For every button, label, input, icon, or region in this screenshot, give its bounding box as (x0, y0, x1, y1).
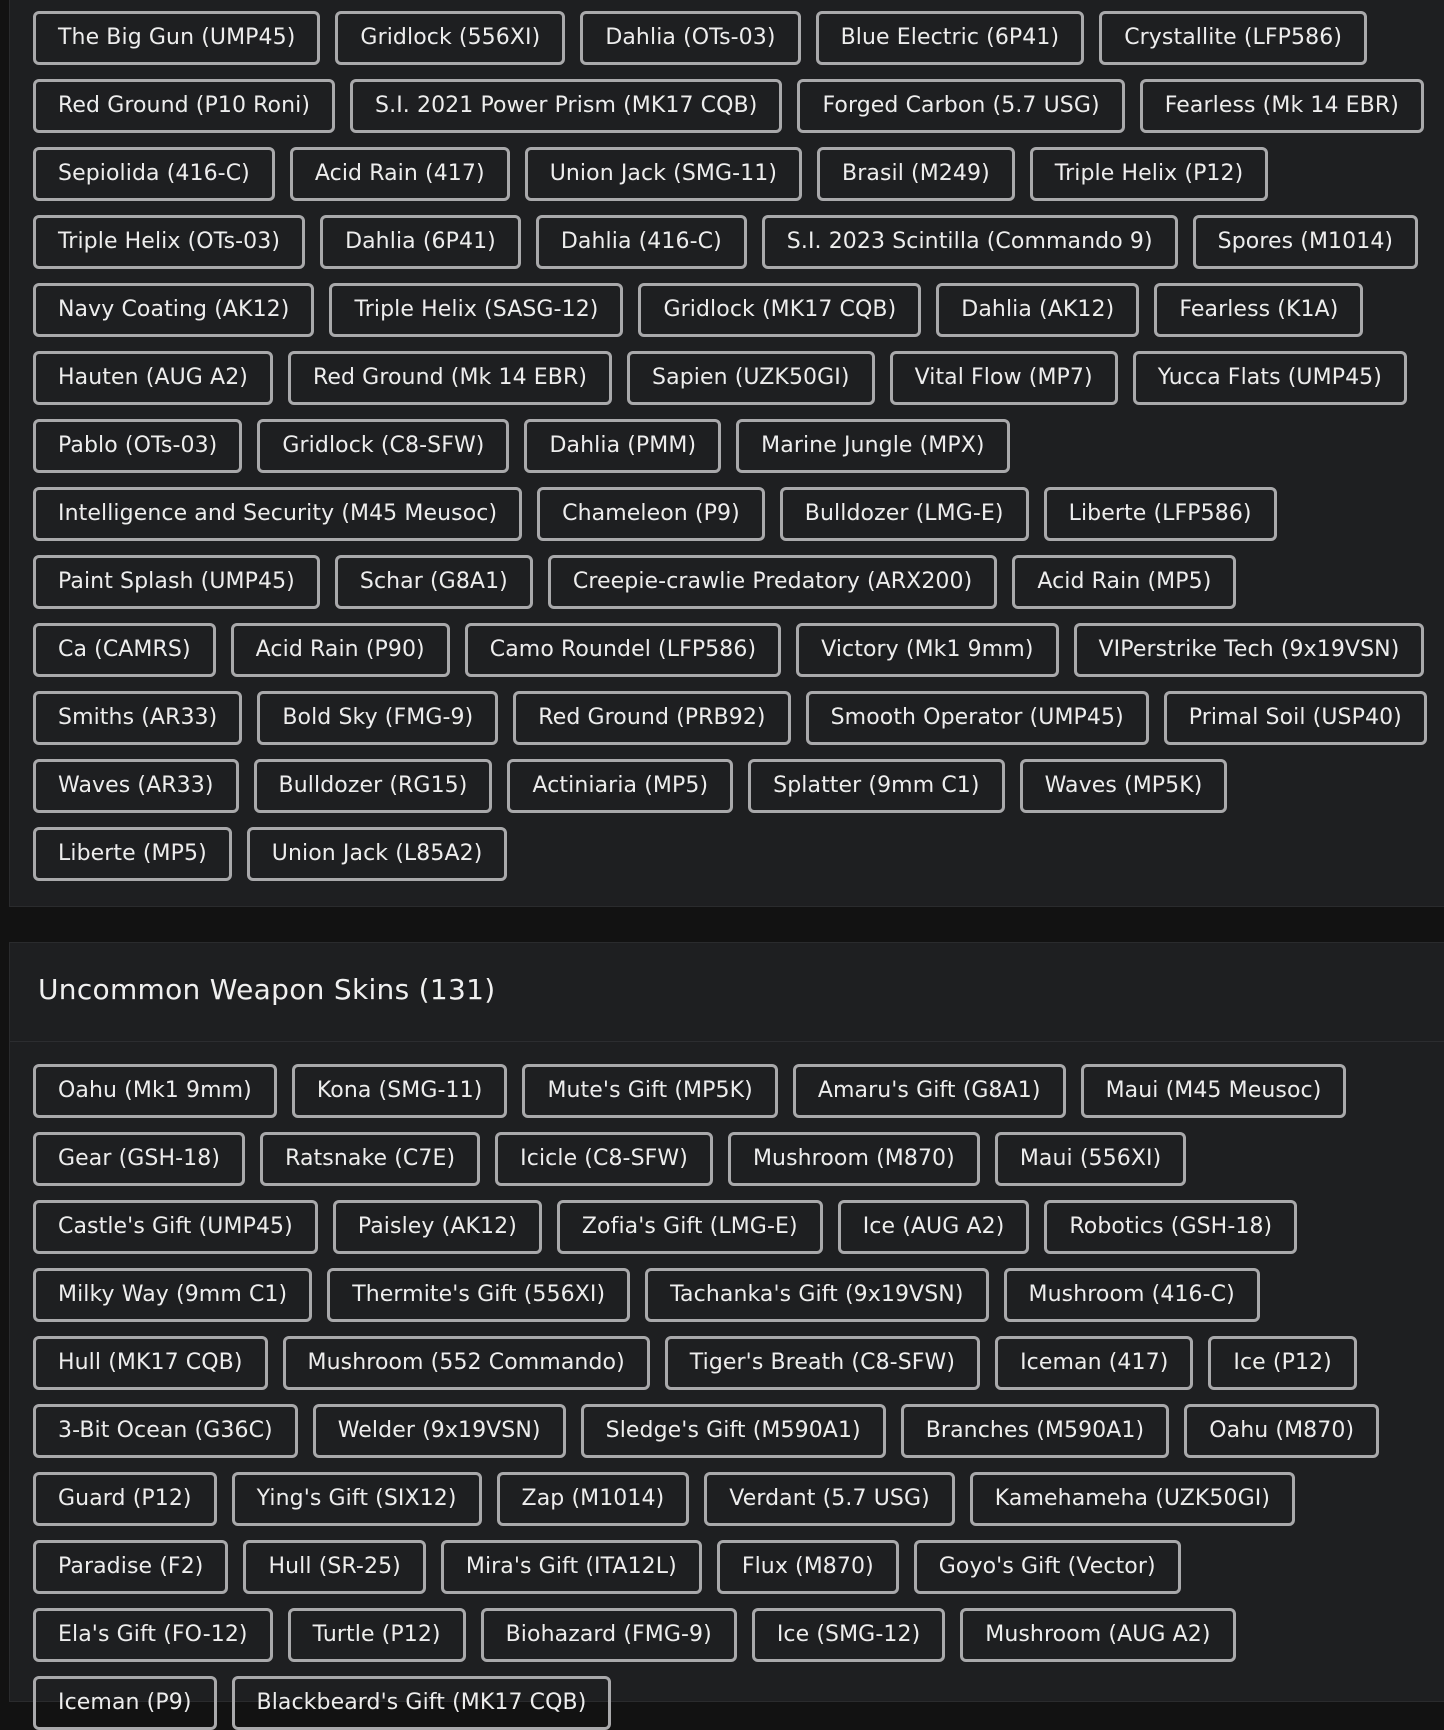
skin-chip[interactable]: Verdant (5.7 USG) (704, 1472, 955, 1526)
skin-chip[interactable]: Paint Splash (UMP45) (33, 555, 320, 609)
skin-chip[interactable]: Forged Carbon (5.7 USG) (797, 79, 1124, 133)
skin-chip[interactable]: Dahlia (416-C) (536, 215, 747, 269)
skin-chip[interactable]: Crystallite (LFP586) (1099, 11, 1367, 65)
skin-chip[interactable]: Gridlock (556XI) (335, 11, 565, 65)
skin-chip[interactable]: Goyo's Gift (Vector) (914, 1540, 1181, 1594)
skin-chip[interactable]: Marine Jungle (MPX) (736, 419, 1009, 473)
skin-chip[interactable]: Acid Rain (417) (290, 147, 510, 201)
skin-chip[interactable]: Actiniaria (MP5) (507, 759, 733, 813)
skin-chip[interactable]: Hull (SR-25) (243, 1540, 425, 1594)
section-title: Uncommon Weapon Skins (131) (38, 973, 496, 1006)
skin-chip[interactable]: Turtle (P12) (288, 1608, 466, 1662)
skin-chip[interactable]: Milky Way (9mm C1) (33, 1268, 312, 1322)
skin-chip[interactable]: Amaru's Gift (G8A1) (793, 1064, 1066, 1118)
skin-chip[interactable]: Zofia's Gift (LMG-E) (557, 1200, 823, 1254)
skin-chip[interactable]: Gridlock (MK17 CQB) (638, 283, 921, 337)
skin-chip[interactable]: Paisley (AK12) (333, 1200, 542, 1254)
skin-chip[interactable]: Spores (M1014) (1193, 215, 1418, 269)
skin-chip[interactable]: Red Ground (Mk 14 EBR) (288, 351, 612, 405)
skin-chip[interactable]: Dahlia (6P41) (320, 215, 521, 269)
skin-chip[interactable]: Bold Sky (FMG-9) (257, 691, 498, 745)
skin-chip[interactable]: S.I. 2023 Scintilla (Commando 9) (762, 215, 1178, 269)
skin-chip[interactable]: Primal Soil (USP40) (1164, 691, 1427, 745)
skin-chip[interactable]: Mushroom (M870) (728, 1132, 980, 1186)
skin-chip[interactable]: Waves (MP5K) (1020, 759, 1228, 813)
skin-chip[interactable]: Union Jack (L85A2) (247, 827, 508, 881)
skin-chip[interactable]: Mute's Gift (MP5K) (522, 1064, 777, 1118)
uncommon-weapon-skins-section (9, 942, 1444, 1715)
skin-chip[interactable]: Sapien (UZK50GI) (627, 351, 875, 405)
skin-chip[interactable]: Icicle (C8-SFW) (495, 1132, 713, 1186)
skin-chip[interactable]: Red Ground (PRB92) (513, 691, 790, 745)
skin-chip[interactable]: Fearless (K1A) (1154, 283, 1363, 337)
skin-chip[interactable]: Red Ground (P10 Roni) (33, 79, 335, 133)
skin-chip[interactable]: Intelligence and Security (M45 Meusoc) (33, 487, 522, 541)
skin-chip[interactable]: Brasil (M249) (817, 147, 1015, 201)
skin-chip[interactable]: Oahu (M870) (1184, 1404, 1379, 1458)
skin-chip[interactable]: Welder (9x19VSN) (313, 1404, 566, 1458)
skin-chip[interactable]: Ice (AUG A2) (838, 1200, 1030, 1254)
skin-chip[interactable]: Maui (M45 Meusoc) (1081, 1064, 1347, 1118)
skin-chip[interactable]: Waves (AR33) (33, 759, 239, 813)
skin-chip[interactable]: Bulldozer (LMG-E) (780, 487, 1029, 541)
skin-chip[interactable]: Fearless (Mk 14 EBR) (1140, 79, 1424, 133)
skin-chip[interactable]: Sledge's Gift (M590A1) (581, 1404, 886, 1458)
skin-chip[interactable]: Oahu (Mk1 9mm) (33, 1064, 277, 1118)
skin-chip[interactable]: Kamehameha (UZK50GI) (970, 1472, 1295, 1526)
skin-chip[interactable]: Ela's Gift (FO-12) (33, 1608, 273, 1662)
skin-chip[interactable]: S.I. 2021 Power Prism (MK17 CQB) (350, 79, 782, 133)
skin-chip[interactable]: Schar (G8A1) (335, 555, 533, 609)
skin-chip[interactable]: Tachanka's Gift (9x19VSN) (645, 1268, 988, 1322)
skin-chip[interactable]: Liberte (MP5) (33, 827, 232, 881)
skin-chip[interactable]: Gridlock (C8-SFW) (257, 419, 509, 473)
skin-chip[interactable]: Union Jack (SMG-11) (525, 147, 802, 201)
skin-chip[interactable]: Guard (P12) (33, 1472, 217, 1526)
skin-chip[interactable]: Navy Coating (AK12) (33, 283, 314, 337)
skin-chip[interactable]: Pablo (OTs-03) (33, 419, 242, 473)
skin-chip[interactable]: Smiths (AR33) (33, 691, 242, 745)
skin-chip[interactable]: Chameleon (P9) (537, 487, 765, 541)
skin-chip[interactable]: Castle's Gift (UMP45) (33, 1200, 318, 1254)
skin-chip[interactable]: Acid Rain (P90) (231, 623, 450, 677)
skin-chip[interactable]: Mushroom (416-C) (1004, 1268, 1260, 1322)
skin-chip[interactable]: Robotics (GSH-18) (1044, 1200, 1297, 1254)
skin-chip[interactable]: Iceman (417) (995, 1336, 1193, 1390)
skin-chip[interactable]: Victory (Mk1 9mm) (796, 623, 1058, 677)
skin-chip[interactable]: Liberte (LFP586) (1044, 487, 1277, 541)
skin-chip[interactable]: Gear (GSH-18) (33, 1132, 245, 1186)
skin-chip[interactable]: Ying's Gift (SIX12) (232, 1472, 482, 1526)
skin-chip[interactable]: Thermite's Gift (556XI) (327, 1268, 630, 1322)
skin-chip[interactable]: The Big Gun (UMP45) (33, 11, 320, 65)
skin-chip[interactable]: Ca (CAMRS) (33, 623, 216, 677)
skin-chip[interactable]: Splatter (9mm C1) (748, 759, 1004, 813)
skin-chip[interactable]: Ice (SMG-12) (752, 1608, 945, 1662)
skin-chip[interactable]: Blackbeard's Gift (MK17 CQB) (232, 1676, 612, 1730)
skin-chip[interactable]: Camo Roundel (LFP586) (465, 623, 781, 677)
skin-chip[interactable]: Triple Helix (OTs-03) (33, 215, 305, 269)
skin-chip[interactable]: 3-Bit Ocean (G36C) (33, 1404, 298, 1458)
uncommon-skin-chip-list (33, 1064, 1434, 1730)
skin-chip[interactable]: Kona (SMG-11) (292, 1064, 508, 1118)
skin-chip[interactable]: Hauten (AUG A2) (33, 351, 273, 405)
skin-chip[interactable]: Creepie-crawlie Predatory (ARX200) (548, 555, 997, 609)
skin-chip[interactable]: Maui (556XI) (995, 1132, 1186, 1186)
section-header (10, 943, 1444, 1042)
skin-chip[interactable]: Blue Electric (6P41) (816, 11, 1085, 65)
skin-chip[interactable]: Mushroom (AUG A2) (960, 1608, 1235, 1662)
skin-chip[interactable]: Branches (M590A1) (901, 1404, 1169, 1458)
skin-chip[interactable]: Dahlia (OTs-03) (580, 11, 800, 65)
rare-weapon-skins-section (9, 0, 1444, 907)
skin-chip[interactable]: Flux (M870) (717, 1540, 899, 1594)
skin-chip[interactable]: Smooth Operator (UMP45) (806, 691, 1149, 745)
skin-chip[interactable]: Vital Flow (MP7) (890, 351, 1118, 405)
skin-chip[interactable]: Dahlia (AK12) (936, 283, 1139, 337)
skin-chip[interactable]: Dahlia (PMM) (524, 419, 721, 473)
skin-chip[interactable]: Yucca Flats (UMP45) (1133, 351, 1407, 405)
skin-chip[interactable]: Iceman (P9) (33, 1676, 217, 1730)
skin-chip[interactable]: Triple Helix (P12) (1030, 147, 1269, 201)
skin-chip[interactable]: Tiger's Breath (C8-SFW) (665, 1336, 980, 1390)
skin-chip[interactable]: Mira's Gift (ITA12L) (441, 1540, 702, 1594)
skin-chip[interactable]: Zap (M1014) (497, 1472, 690, 1526)
skin-chip[interactable]: VIPerstrike Tech (9x19VSN) (1074, 623, 1425, 677)
skin-chip[interactable]: Triple Helix (SASG-12) (329, 283, 623, 337)
skin-chip[interactable]: Bulldozer (RG15) (254, 759, 493, 813)
skin-chip[interactable]: Sepiolida (416-C) (33, 147, 275, 201)
skin-chip[interactable]: Ratsnake (C7E) (260, 1132, 480, 1186)
skin-chip[interactable]: Biohazard (FMG-9) (481, 1608, 737, 1662)
skin-chip[interactable]: Ice (P12) (1208, 1336, 1356, 1390)
skin-chip[interactable]: Paradise (F2) (33, 1540, 228, 1594)
skin-chip[interactable]: Mushroom (552 Commando) (283, 1336, 650, 1390)
skin-chip[interactable]: Acid Rain (MP5) (1012, 555, 1236, 609)
rare-skin-chip-list (33, 11, 1434, 881)
skin-chip[interactable]: Hull (MK17 CQB) (33, 1336, 268, 1390)
